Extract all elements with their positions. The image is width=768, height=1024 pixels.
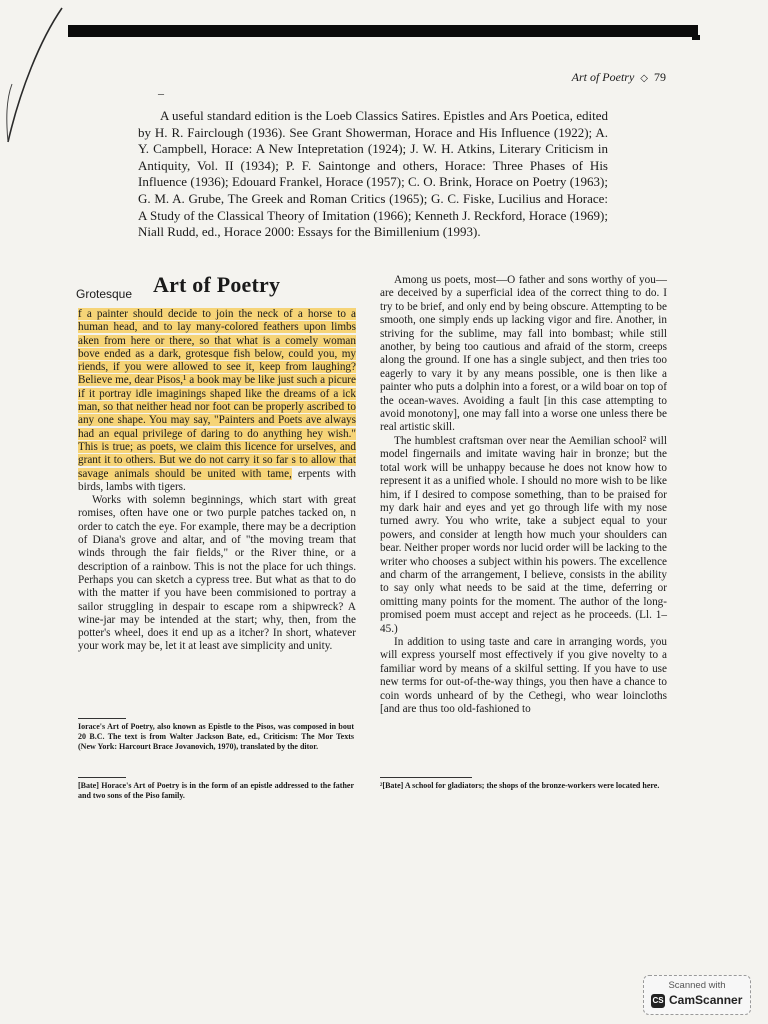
running-head-diamond-icon: ◇ [640,73,648,84]
camscanner-watermark [643,975,751,1015]
camscanner-logo-icon: CS [651,994,665,1008]
watermark-caption: Scanned with [668,980,726,991]
highlighted-passage: f a painter should decide to join the neck of a horse to a human head, and to lay many-colored feathers upon limbs aken from here or there, so that what is a comely woman bove ended as a dark, grotesque fish below, could you, my riends, if you were allowed to see it, keep from laughing? Believe me, dear Pisos,¹ a book may be like just such a picure if it portray idle imaginings shaped like the dreams of a ick man, so that neither head nor foot can be properly ascribed to any one shape. You may say, "Painters and Poets ave always had an equal privilege of daring to do anything hey wish." This is true; as poets, we claim this licence for urselves, and grant it to others. But we do not carry it so far s to allow that savage animals should be united with tame, [78,308,356,480]
page-title: Art of Poetry [153,272,281,297]
footnote-1: [Bate] Horace's Art of Poetry is in the form of an epistle addressed to the father and two sons of the Piso family. [78,781,354,800]
footnote-rule-left-2 [78,777,126,778]
page-top-rule [68,25,698,37]
dash-mark: – [158,86,164,100]
footnote-2: ²[Bate] A school for gladiators; the shops of the bronze-workers were located here. [380,781,660,790]
left-column [78,308,356,654]
running-head-title: Art of Poetry [571,70,635,84]
watermark-brand: CamScanner [669,993,743,1007]
page-curl-shadow [0,0,70,150]
left-paragraph-1-end: erpents with birds, lambs with tigers. [78,467,356,493]
running-head [520,70,666,86]
footnote-rule-right [380,777,472,778]
margin-note: Grotesque [76,287,133,301]
right-column [380,274,667,716]
page-top-rule-tick [692,35,700,40]
right-paragraph-3: In addition to using taste and care in arranging words, you will express yourself most effectively if you give novelty to a familiar word by means of a skilful setting. If you have to use new terms for out-of-the-way things, you then have a chance to coin words unheard of by the Cethegi, who wear loincloths [and are thus too old-fashioned to [380,635,667,715]
bibliography-paragraph: A useful standard edition is the Loeb Classics Satires. Epistles and Ars Poetica, edited by H. R. Fairclough (1936). See Grant Showerman, Horace and His Influence (1922); A. Y. Campbell, Horace: A New Intepretation (1924); J. W. H. Atkins, Literary Criticism in Antiquity, Vol. II (1934); P. F. Saintonge and others, Horace: Three Phases of His Influence (1936); Edouard Frankel, Horace (1957); C. O. Brink, Horace on Poetry (1963); G. M. A. Grube, The Greek and Roman Critics (1965); G. C. Fiske, Lucilius and Horace: A Study of the Classical Theory of Imitation (1966); Kenneth J. Reckford, Horace (1969); Niall Rudd, ed., Horace 2000: Essays for the Bimillenium (1993). [138,108,608,240]
left-paragraph-2: Works with solemn beginnings, which start with great romises, often have one or two purple patches tacked on, n order to catch the eye. For example, there may be a decription of Diana's grove and altar, and of "the moving tream that winds through the fair fields," or the River thine, or a description of a rainbow. This is not the place for uch things. Perhaps you can sketch a cypress tree. But what as that to do with the matter if you have been commisioned to portray a sailor struggling in despair to escape rom a shipwreck? A wine-jar may be intended at the start; why, then, from the potter's wheel, does it end up as a itcher? In short, whatever your work may be, let it at least ave simplicity and unity. [78,494,356,653]
right-paragraph-1: Among us poets, most—O father and sons worthy of you—are deceived by a superficial idea of the correct thing to do. I try to be brief, and only end by being obscure. Attempting to be smooth, one simply ends up lacking vigor and fire. Another, in striving for the sublime, may fall into bombast; while still another, by being too cautious and afraid of the storm, creeps along the ground. If one has a single subject, and then tries too eagerly to vary it by any means possible, one is then like a painter who puts a dolphin into a forest, or a wild boar on top of the ocean-waves. Avoiding a fault [in this case attempting to avoid monotony], one may fall into a worse one unless there be real artistic skill. [380,274,667,434]
page-number: 79 [654,70,666,84]
right-paragraph-2: The humblest craftsman over near the Aemilian school² will model fingernails and imitate waving hair in bronze; but the total work will be unhappy because he does not know how to represent it as a unified whole. I should no more wish to be like him, if I desired to compose something, than to be praised for my dark hair and eyes and yet go through life with my nose turned awry. You who write, take a subject equal to your powers, and consider at length how much your shoulders can bear. Neither proper words nor lucid order will be lacking to the writer who chooses a subject within his powers. The excellence and charm of the arrangement, I believe, consists in the ability to say only what needs to be said at the time, deferring or omitting many points for the moment. The author of the long-promised poem must accept and reject as he proceeds. (Ll. 1–45.) [380,434,667,635]
footnote-source: Iorace's Art of Poetry, also known as Epistle to the Pisos, was composed in bout 20 B.C. The text is from Walter Jackson Bate, ed., Criticism: The Mor Texts (New York: Harcourt Brace Jovanovich, 1970), translated by the ditor. [78,722,354,751]
left-paragraph-1 [78,308,356,494]
footnote-rule-left [78,718,126,719]
